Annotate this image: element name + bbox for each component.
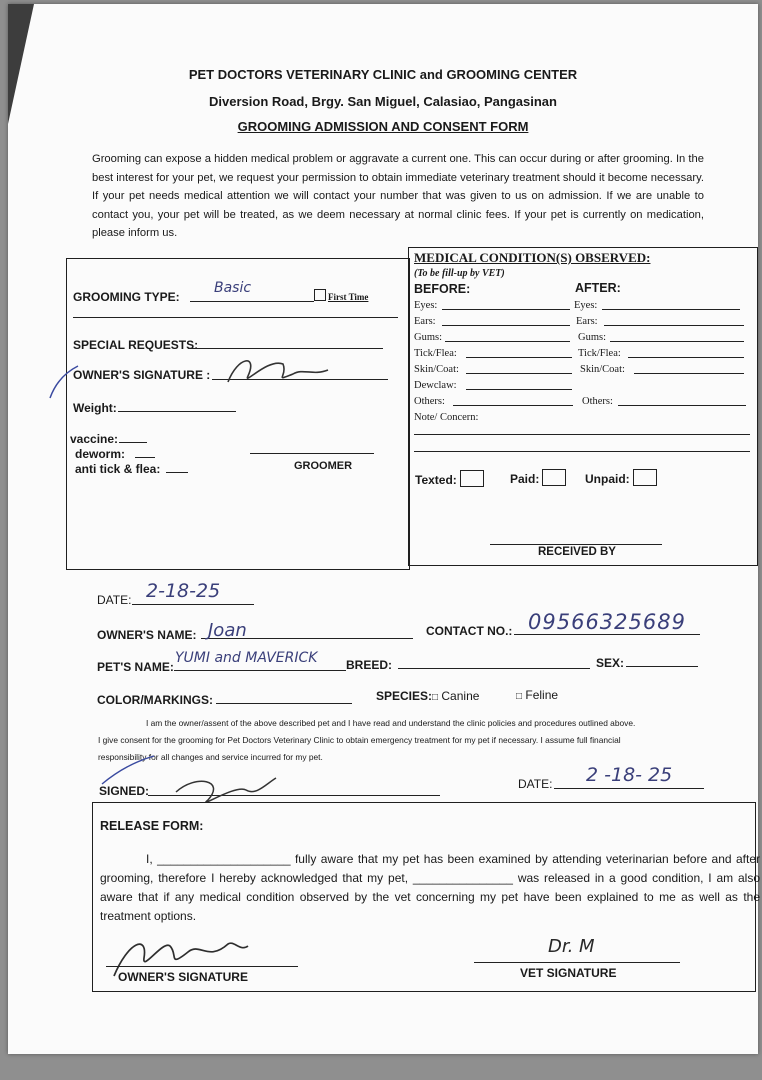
before-gums-label: Gums:: [414, 332, 443, 343]
vet-sig-line: [474, 962, 680, 963]
unpaid-checkbox[interactable]: [633, 469, 657, 486]
before-others-label: Others:: [414, 396, 445, 407]
paid-label: Paid:: [510, 472, 540, 486]
after-label: AFTER:: [575, 281, 621, 295]
consent-date-value[interactable]: 2 -18- 25: [586, 764, 673, 786]
consent-date-line: [554, 788, 704, 789]
before-others-line[interactable]: [453, 405, 573, 406]
breed-line[interactable]: [398, 668, 590, 669]
intro-paragraph: Grooming can expose a hidden medical problem or aggravate a current one. This can occur during or after grooming. In the best interest for your pet, we request your permission to obtain immediate veterinary treatment should it become necessary. If your pet needs medical attention we will contact your number that was given to us on admission. If we are unable to contact you, your pet will be treated, as we deem necessary at normal clinic fees. If your pet is currently on medication, please inform us.: [92, 153, 704, 239]
release-title: RELEASE FORM:: [100, 819, 204, 833]
groomer-label: GROOMER: [294, 460, 353, 472]
color-label: COLOR/MARKINGS:: [97, 693, 213, 707]
before-skin-label: Skin/Coat:: [414, 364, 459, 375]
vet-sig-label: VET SIGNATURE: [520, 966, 617, 980]
sex-label: SEX:: [596, 656, 625, 670]
form-title: GROOMING ADMISSION AND CONSENT FORM: [237, 119, 529, 134]
pet-name-label: PET'S NAME:: [97, 660, 174, 674]
before-gums-line[interactable]: [445, 341, 570, 342]
pet-name-line: [174, 670, 346, 671]
after-eyes-label: Eyes:: [574, 300, 598, 311]
release-text: I, ____________________ fully aware that my pet has been examined by attending veterinarian before and after grooming, therefore I hereby acknowledged that my pet, _______________ was released in a good condition, I am also aware that if any medical condition observed by the vet concerning my pet have been explained to me as well as the treatment options.: [100, 852, 760, 923]
after-tick-line[interactable]: [628, 357, 744, 358]
sex-line[interactable]: [626, 666, 698, 667]
contact-label: CONTACT NO.:: [426, 624, 513, 638]
owner-signature-scribble: [38, 346, 338, 406]
deworm-label: deworm:: [75, 447, 126, 461]
after-ears-line[interactable]: [604, 325, 744, 326]
note-line-1[interactable]: [414, 434, 750, 435]
paid-field[interactable]: [510, 469, 566, 486]
special-requests-label: SPECIAL REQUESTS:: [73, 338, 199, 352]
consent-line-2: I give consent for the grooming for Pet Doctors Veterinary Clinic to obtain emergency treatment for my pet if necessary. I assume full financial: [98, 735, 621, 745]
clinic-name: PET DOCTORS VETERINARY CLINIC and GROOMING CENTER: [188, 67, 578, 82]
before-tick-line[interactable]: [466, 357, 572, 358]
after-eyes-line[interactable]: [602, 309, 740, 310]
contact-line: [514, 634, 700, 635]
unpaid-field[interactable]: [585, 469, 657, 486]
texted-checkbox[interactable]: [460, 470, 484, 487]
breed-label: BREED:: [346, 658, 393, 672]
texted-field[interactable]: [415, 470, 484, 487]
owner-sig-label: OWNER'S SIGNATURE: [118, 970, 248, 984]
owner-sig-line: [106, 966, 298, 967]
owner-signature-label: OWNER'S SIGNATURE :: [73, 368, 211, 382]
before-eyes-line[interactable]: [442, 309, 570, 310]
consent-line-1: I am the owner/assent of the above described pet and I have read and understand the clinic policies and procedures outlined above.: [146, 718, 636, 728]
grooming-box: [66, 258, 410, 570]
texted-label: Texted:: [415, 473, 457, 487]
note-label: Note/ Concern:: [414, 412, 479, 423]
before-ears-label: Ears:: [414, 316, 436, 327]
before-dewclaw-label: Dewclaw:: [414, 380, 457, 391]
after-others-label: Others:: [582, 396, 613, 407]
owner-name-value[interactable]: Joan: [208, 620, 247, 641]
vaccine-line: [119, 442, 147, 443]
clinic-address: Diversion Road, Brgy. San Miguel, Calasiao, Pangasinan: [209, 94, 557, 109]
consent-line-3: responsibility for all changes and service incurred for my pet.: [98, 752, 323, 762]
feline-option[interactable]: [516, 688, 558, 702]
medical-subtitle: (To be fill-up by VET): [414, 268, 505, 279]
form-page: [8, 4, 758, 1054]
pet-name-value[interactable]: YUMI and MAVERICK: [175, 650, 318, 666]
groomer-line: [250, 453, 374, 454]
date-label: DATE:: [97, 593, 132, 607]
signed-label: SIGNED:: [99, 784, 150, 798]
vaccine-label: vaccine:: [70, 432, 119, 446]
grooming-extra-line: [73, 317, 398, 318]
before-tick-label: Tick/Flea:: [414, 348, 457, 359]
first-time-checkbox[interactable]: [314, 289, 368, 302]
after-gums-line[interactable]: [610, 341, 744, 342]
unpaid-label: Unpaid:: [585, 472, 630, 486]
medical-title: MEDICAL CONDITION(S) OBSERVED:: [414, 250, 651, 265]
before-dewclaw-line[interactable]: [466, 389, 572, 390]
antitick-label: anti tick & flea:: [75, 462, 161, 476]
canine-option[interactable]: [432, 689, 479, 703]
weight-line: [118, 411, 236, 412]
before-label: BEFORE:: [414, 282, 471, 296]
feline-checkbox[interactable]: □: [516, 691, 523, 702]
before-skin-line[interactable]: [466, 373, 572, 374]
note-line-2[interactable]: [414, 451, 750, 452]
grooming-type-line: [190, 301, 314, 302]
weight-label: Weight:: [73, 401, 117, 415]
received-by-line[interactable]: [490, 544, 662, 545]
after-gums-label: Gums:: [578, 332, 607, 343]
canine-checkbox[interactable]: □: [432, 692, 439, 703]
feline-label: Feline: [525, 688, 559, 702]
color-line[interactable]: [216, 703, 352, 704]
vet-sig-value: Dr. M: [548, 936, 595, 957]
received-by-label: RECEIVED BY: [538, 546, 616, 558]
after-ears-label: Ears:: [576, 316, 598, 327]
paid-checkbox[interactable]: [542, 469, 566, 486]
first-time-label: First Time: [328, 292, 369, 302]
first-time-box[interactable]: [314, 289, 326, 301]
before-eyes-label: Eyes:: [414, 300, 438, 311]
date-line: [132, 604, 254, 605]
antitick-line: [166, 472, 188, 473]
grooming-type-label: GROOMING TYPE:: [73, 290, 180, 304]
after-others-line[interactable]: [618, 405, 746, 406]
owner-name-label: OWNER'S NAME:: [97, 628, 197, 642]
contact-value[interactable]: 09566325689: [528, 610, 686, 634]
deworm-line: [135, 457, 155, 458]
after-tick-label: Tick/Flea:: [578, 348, 621, 359]
before-ears-line[interactable]: [442, 325, 570, 326]
canine-label: Canine: [441, 689, 480, 703]
grooming-type-value[interactable]: Basic: [214, 280, 252, 296]
consent-date-label: DATE:: [518, 777, 553, 791]
after-skin-label: Skin/Coat:: [580, 364, 625, 375]
after-skin-line[interactable]: [634, 373, 744, 374]
species-label: SPECIES:: [376, 689, 433, 703]
date-value[interactable]: 2-18-25: [146, 580, 221, 602]
